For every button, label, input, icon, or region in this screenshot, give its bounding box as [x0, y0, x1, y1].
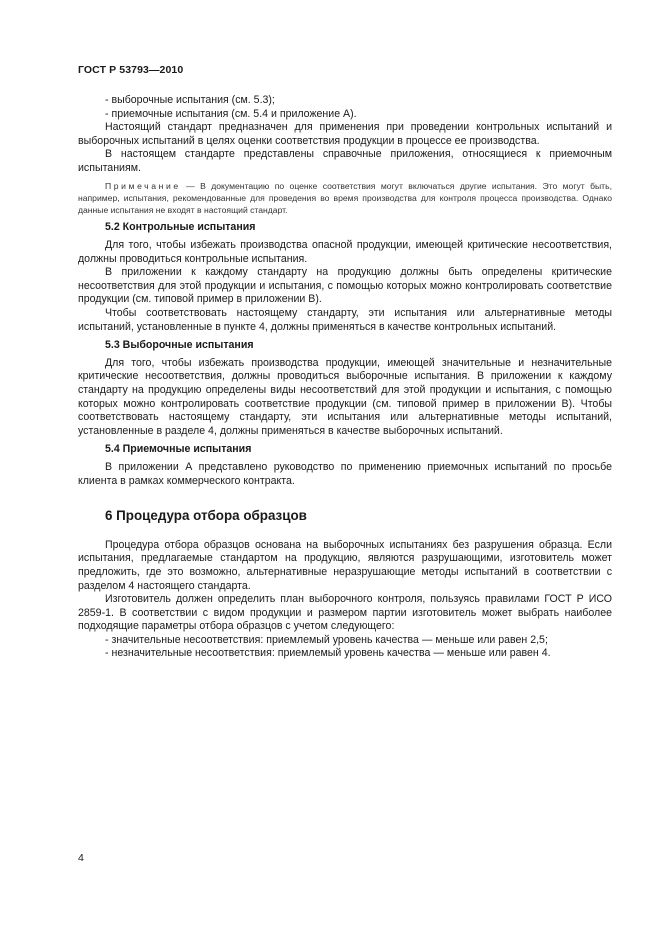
- note-label: Примечание: [105, 180, 181, 191]
- list-item: - приемочные испытания (см. 5.4 и приложение А).: [105, 107, 357, 120]
- note-text: — В документацию по оценке соответствия могут включаться другие испытания. Это могут быть, например, испытания, рекомендованные для проведения во время производства для контроля процесса производства. Однако данные испытания не входят в настоящий стандарт.: [78, 180, 612, 216]
- paragraph: В приложении А представлено руководство по применению приемочных испытаний по просьбе клиента в рамках коммерческого контракта.: [78, 460, 612, 487]
- paragraph: Процедура отбора образцов основана на выборочных испытаниях без разрушения образца. Если испытания, предлагаемые стандартом на продукцию, являются разрушающими, изготовитель может предложить, где это возможно, альтернативные неразрушающие методы испытаний в соответствии с разделом 4 настоящего стандарта.: [78, 538, 612, 592]
- note: [78, 180, 612, 217]
- paragraph: Чтобы соответствовать настоящему стандарту, эти испытания или альтернативные методы испытаний, установленные в пункте 4, должны применяться в качестве контрольных испытаний.: [78, 307, 612, 333]
- paragraph: В приложении к каждому стандарту на продукцию должны быть определены критические несоответствия для этой продукции и испытания, с помощью которых можно контролировать соответствие продукции (см. типовой пример в приложении В).: [78, 266, 612, 306]
- section-heading-5-3: 5.3 Выборочные испытания: [105, 339, 254, 352]
- page-number: 4: [78, 852, 84, 864]
- section-heading-6: 6 Процедура отбора образцов: [105, 508, 307, 524]
- section-heading-5-2: 5.2 Контрольные испытания: [105, 221, 256, 234]
- document-header: ГОСТ Р 53793—2010: [78, 64, 184, 76]
- document-body: [78, 94, 612, 661]
- paragraph: Для того, чтобы избежать производства продукции, имеющей значительные и незначительные критические несоответствия, должны проводиться выборочные испытания. В приложении к каждому стандарту на продукцию определены виды несоответствий для этой продукции и испытания, с помощью которых можно контролировать соответствие продукции (см. типовой пример в приложении В). Чтобы соответствовать настоящему стандарту, эти испытания или альтернативные методы испытаний, установленные в разделе 4, должны применяться в качестве выборочных испытаний.: [78, 356, 612, 437]
- list-item: - незначительные несоответствия: приемлемый уровень качества — меньше или равен 4.: [105, 647, 551, 660]
- section-heading-5-4: 5.4 Приемочные испытания: [105, 443, 252, 456]
- list-item: - выборочные испытания (см. 5.3);: [105, 94, 275, 106]
- paragraph: Для того, чтобы избежать производства опасной продукции, имеющей критические несоответствия, должны проводиться контрольные испытания.: [78, 239, 612, 265]
- list-item: - значительные несоответствия: приемлемый уровень качества — меньше или равен 2,5;: [105, 633, 548, 646]
- paragraph: Изготовитель должен определить план выборочного контроля, пользуясь правилами ГОСТ Р ИСО 2859-1. В соответствии с видом продукции и размером партии изготовитель может выбрать наиболее подходящие параметры отбора образцов с учетом следующего:: [78, 593, 612, 633]
- paragraph: Настоящий стандарт предназначен для применения при проведении контрольных испытаний и выборочных испытаний в целях оценки соответствия продукции в процессе ее производства.: [78, 121, 612, 147]
- paragraph: В настоящем стандарте представлены справочные приложения, относящиеся к приемочным испытаниям.: [78, 148, 612, 174]
